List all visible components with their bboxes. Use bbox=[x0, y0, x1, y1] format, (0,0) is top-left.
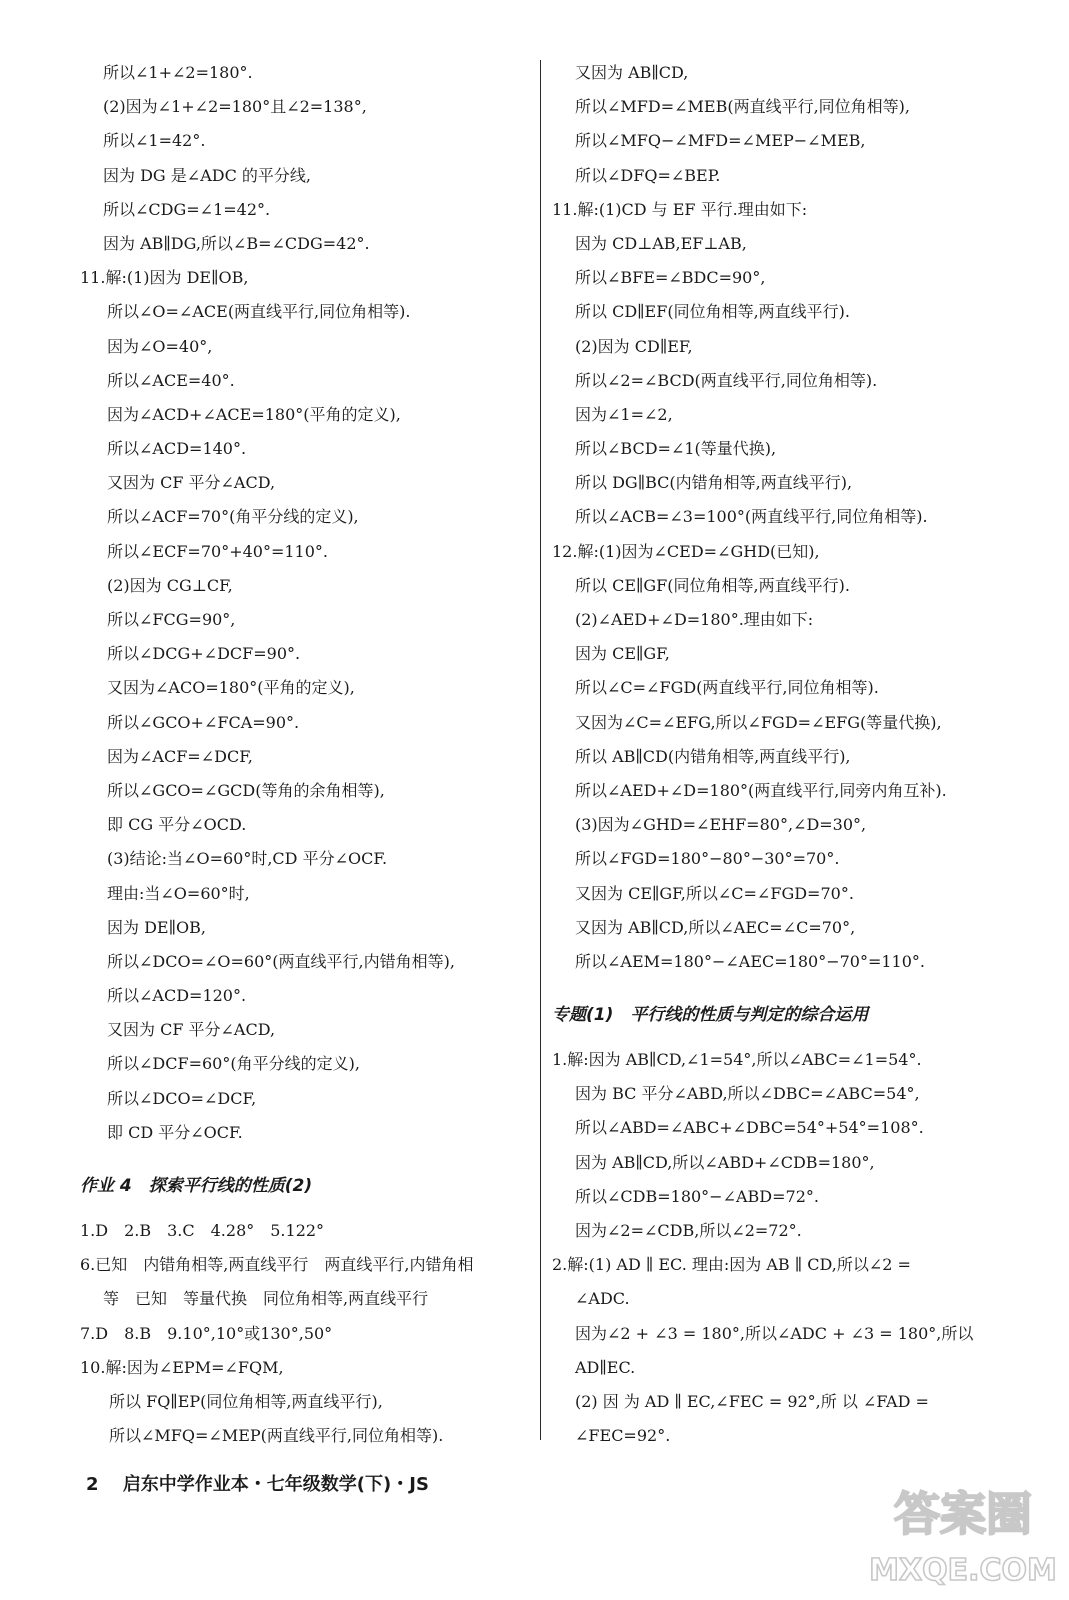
text-line: 因为∠O=40°, bbox=[107, 336, 213, 356]
text-line: 所以∠MFQ=∠MEP(两直线平行,同位角相等). bbox=[109, 1426, 444, 1446]
text-line: 所以∠ECF=70°+40°=110°. bbox=[107, 541, 328, 561]
left-column bbox=[80, 56, 532, 1453]
text-line: 所以∠AED+∠D=180°(两直线平行,同旁内角互补). bbox=[575, 780, 947, 800]
text-line: 即 CD 平分∠OCF. bbox=[107, 1122, 243, 1142]
text-line: 所以∠DCO=∠DCF, bbox=[107, 1088, 257, 1108]
text-line: 所以∠DFQ=∠BEP. bbox=[575, 165, 721, 185]
right-column bbox=[552, 56, 1000, 1453]
text-line: 所以∠1=42°. bbox=[103, 131, 206, 151]
text-line: (3)因为∠GHD=∠EHF=80°,∠D=30°, bbox=[575, 815, 867, 835]
text-line: 所以∠GCO+∠FCA=90°. bbox=[107, 712, 300, 732]
text-line: 又因为 CF 平分∠ACD, bbox=[107, 1020, 276, 1040]
text-line: 又因为 AB∥CD, bbox=[575, 63, 689, 82]
text-line: 又因为∠C=∠EFG,所以∠FGD=∠EFG(等量代换), bbox=[575, 712, 942, 732]
text-line: 所以∠FCG=90°, bbox=[107, 610, 236, 629]
text-line: 所以∠ACE=40°. bbox=[107, 370, 235, 390]
text-line: 11.解:(1)因为 DE∥OB, bbox=[80, 268, 249, 288]
text-line: 所以 AB∥CD(内错角相等,两直线平行), bbox=[575, 746, 851, 766]
text-line: 因为 DG 是∠ADC 的平分线, bbox=[103, 165, 311, 185]
text-line: 理由:当∠O=60°时, bbox=[107, 883, 250, 903]
text-line: 所以∠AEM=180°−∠AEC=180°−70°=110°. bbox=[575, 951, 926, 971]
text-line: 12.解:(1)因为∠CED=∠GHD(已知), bbox=[552, 541, 820, 561]
section-heading-topic-1: 专题(1) 平行线的性质与判定的综合运用 bbox=[552, 1005, 869, 1026]
text-line: (3)结论:当∠O=60°时,CD 平分∠OCF. bbox=[107, 849, 388, 869]
text-line: 又因为 CE∥GF,所以∠C=∠FGD=70°. bbox=[575, 883, 854, 903]
text-line: (2)因为∠1+∠2=180°且∠2=138°, bbox=[103, 97, 367, 117]
text-line: 1.解:因为 AB∥CD,∠1=54°,所以∠ABC=∠1=54°. bbox=[552, 1050, 922, 1070]
text-line: 所以∠MFQ−∠MFD=∠MEP−∠MEB, bbox=[575, 131, 866, 151]
text-line: 又因为 CF 平分∠ACD, bbox=[107, 473, 276, 493]
text-line: 所以 DG∥BC(内错角相等,两直线平行), bbox=[575, 473, 853, 493]
text-line: 因为 DE∥OB, bbox=[107, 917, 206, 937]
text-line: 所以∠ACB=∠3=100°(两直线平行,同位角相等). bbox=[575, 507, 928, 527]
page-footer bbox=[86, 1470, 429, 1496]
text-line: 所以 CE∥GF(同位角相等,两直线平行). bbox=[575, 575, 850, 595]
text-line: 所以∠BFE=∠BDC=90°, bbox=[575, 268, 766, 288]
text-line: (2) 因 为 AD ∥ EC,∠FEC = 92°,所 以 ∠FAD = bbox=[575, 1391, 929, 1411]
text-line: 又因为 AB∥CD,所以∠AEC=∠C=70°, bbox=[575, 917, 856, 937]
right-text-block-2 bbox=[552, 1043, 1000, 1453]
right-text-block bbox=[552, 56, 1000, 979]
text-line: 即 CG 平分∠OCD. bbox=[107, 815, 247, 835]
text-line: 所以∠DCO=∠O=60°(两直线平行,内错角相等), bbox=[107, 951, 455, 971]
text-line: 所以∠ACD=140°. bbox=[107, 439, 247, 459]
text-line: 所以∠GCO=∠GCD(等角的余角相等), bbox=[107, 780, 385, 800]
text-line: 所以∠DCG+∠DCF=90°. bbox=[107, 644, 301, 664]
text-line: 所以∠MFD=∠MEB(两直线平行,同位角相等), bbox=[575, 97, 911, 117]
text-line: 因为 CE∥GF, bbox=[575, 644, 670, 664]
text-line: 又因为∠ACO=180°(平角的定义), bbox=[107, 678, 355, 698]
watermark-logo bbox=[868, 1468, 1058, 1590]
text-line: ∠FEC=92°. bbox=[575, 1426, 671, 1446]
text-line: 所以∠O=∠ACE(两直线平行,同位角相等). bbox=[107, 302, 411, 322]
text-line: 等 已知 等量代换 同位角相等,两直线平行 bbox=[103, 1289, 429, 1309]
text-line: 因为∠1=∠2, bbox=[575, 404, 673, 424]
text-line: 所以∠CDB=180°−∠ABD=72°. bbox=[575, 1186, 819, 1206]
text-line: 2.解:(1) AD ∥ EC. 理由:因为 AB ∥ CD,所以∠2 = bbox=[552, 1255, 911, 1275]
text-line: 所以∠ACF=70°(角平分线的定义), bbox=[107, 507, 359, 527]
left-text-block bbox=[80, 56, 532, 1150]
text-line: 所以∠CDG=∠1=42°. bbox=[103, 199, 271, 219]
watermark-cn-text: 答案圈 bbox=[894, 1487, 1032, 1541]
watermark-en-text: MXQE.COM bbox=[869, 1553, 1057, 1588]
text-line: 1.D 2.B 3.C 4.28° 5.122° bbox=[80, 1221, 325, 1240]
page-number: 2 bbox=[86, 1474, 99, 1495]
text-line: 11.解:(1)CD 与 EF 平行.理由如下: bbox=[552, 199, 808, 219]
text-line: 所以∠ACD=120°. bbox=[107, 986, 247, 1006]
text-line: 所以∠2=∠BCD(两直线平行,同位角相等). bbox=[575, 370, 878, 390]
text-line: (2)∠AED+∠D=180°.理由如下: bbox=[575, 610, 814, 629]
text-line: ∠ADC. bbox=[575, 1289, 630, 1309]
text-line: 所以∠FGD=180°−80°−30°=70°. bbox=[575, 849, 840, 869]
text-line: (2)因为 CD∥EF, bbox=[575, 336, 693, 356]
text-line: AD∥EC. bbox=[575, 1357, 636, 1377]
text-line: 所以 FQ∥EP(同位角相等,两直线平行), bbox=[109, 1391, 383, 1411]
text-line: 因为 AB∥DG,所以∠B=∠CDG=42°. bbox=[103, 233, 370, 253]
text-line: 10.解:因为∠EPM=∠FQM, bbox=[80, 1357, 284, 1377]
text-line: 因为∠ACD+∠ACE=180°(平角的定义), bbox=[107, 404, 401, 424]
text-line: 因为 CD⊥AB,EF⊥AB, bbox=[575, 233, 747, 253]
text-line: 所以∠ABD=∠ABC+∠DBC=54°+54°=108°. bbox=[575, 1118, 924, 1138]
text-line: 因为∠2 + ∠3 = 180°,所以∠ADC + ∠3 = 180°,所以 bbox=[575, 1323, 974, 1343]
left-text-block-2 bbox=[80, 1214, 532, 1453]
text-line: 因为 BC 平分∠ABD,所以∠DBC=∠ABC=54°, bbox=[575, 1084, 920, 1104]
text-line: 所以∠BCD=∠1(等量代换), bbox=[575, 439, 777, 459]
book-title: 启东中学作业本・七年级数学(下)・JS bbox=[122, 1474, 429, 1495]
text-line: 因为∠ACF=∠DCF, bbox=[107, 746, 253, 766]
text-line: 因为 AB∥CD,所以∠ABD+∠CDB=180°, bbox=[575, 1152, 875, 1172]
text-line: (2)因为 CG⊥CF, bbox=[107, 575, 233, 595]
text-line: 7.D 8.B 9.10°,10°或130°,50° bbox=[80, 1323, 333, 1343]
column-divider bbox=[540, 60, 541, 1440]
text-line: 6.已知 内错角相等,两直线平行 两直线平行,内错角相 bbox=[80, 1255, 474, 1275]
text-line: 所以 CD∥EF(同位角相等,两直线平行). bbox=[575, 302, 850, 322]
text-line: 因为∠2=∠CDB,所以∠2=72°. bbox=[575, 1221, 802, 1240]
text-line: 所以∠C=∠FGD(两直线平行,同位角相等). bbox=[575, 678, 879, 698]
text-line: 所以∠DCF=60°(角平分线的定义), bbox=[107, 1054, 360, 1074]
text-line: 所以∠1+∠2=180°. bbox=[103, 63, 253, 82]
section-heading-homework-4: 作业 4 探索平行线的性质(2) bbox=[80, 1176, 313, 1196]
